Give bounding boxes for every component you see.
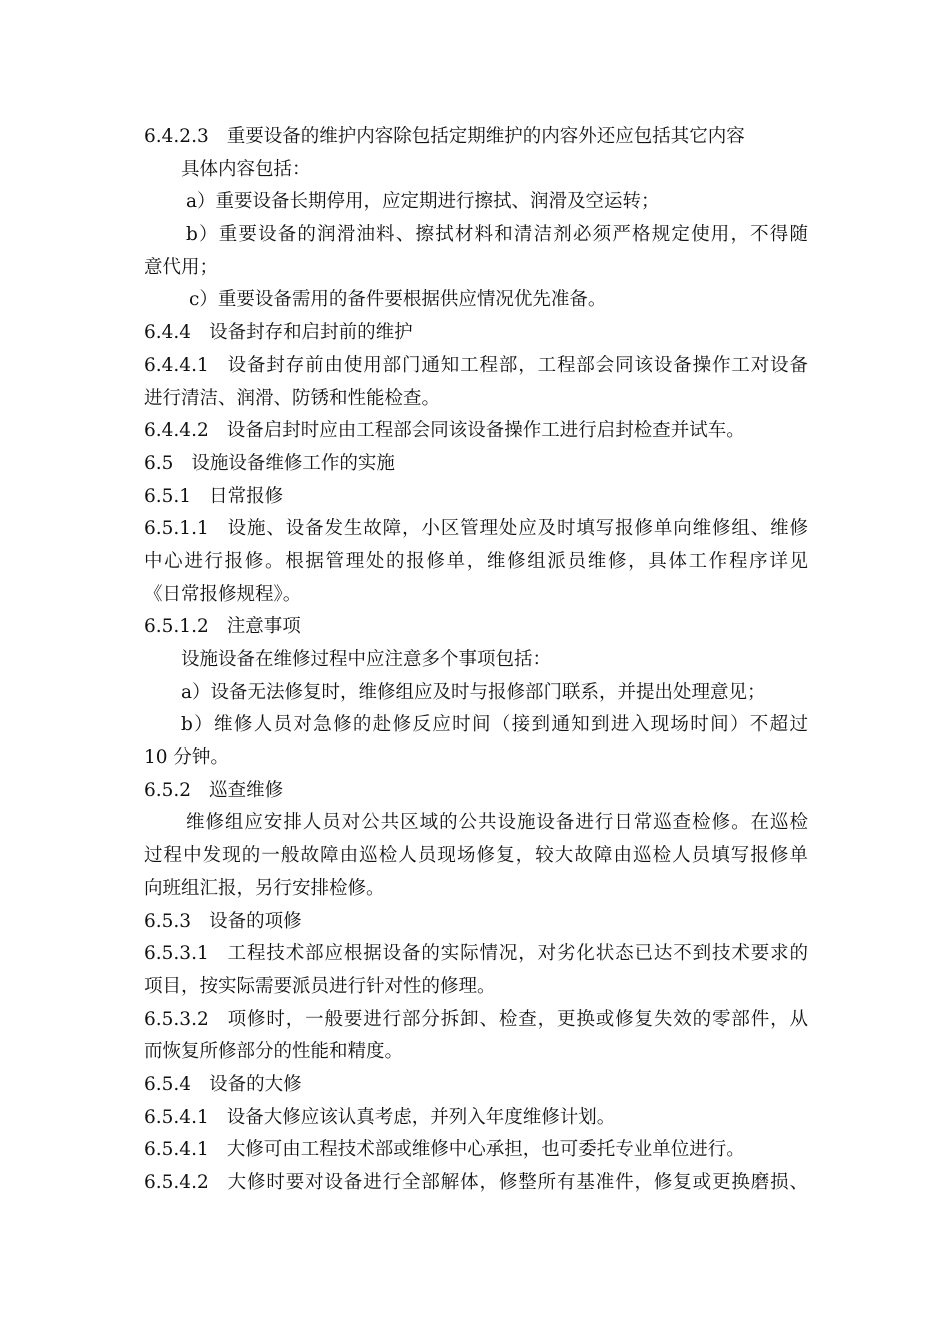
section-text: 设备大修应该认真考虑，并列入年度维修计划。	[226, 1106, 616, 1128]
section-text: 重要设备的维护内容除包括定期维护的内容外还应包括其它内容	[226, 126, 745, 147]
section-number: 6.5.4	[144, 1073, 192, 1095]
paragraph-continuation: 而恢复所修部分的性能和精度。	[144, 1041, 404, 1063]
document-body	[144, 121, 808, 1200]
section-text: 设备的项修	[209, 910, 302, 932]
section-number: 6.5.1.1	[144, 518, 209, 540]
list-item-b: b）维修人员对急修的赴修反应时间（接到通知到进入现场时间）不超过	[181, 714, 808, 736]
list-item-b: b）重要设备的润滑油料、擦拭材料和清洁剂必须严格规定使用，不得随	[186, 224, 808, 246]
heading-6-5-2	[144, 775, 808, 808]
section-text: 项修时，一般要进行部分拆卸、检查，更换或修复失效的零部件，从	[226, 1008, 808, 1030]
heading-6-5	[144, 448, 808, 481]
section-number: 6.5.4.1	[144, 1139, 209, 1161]
section-number: 6.4.4.1	[144, 354, 209, 376]
section-number: 6.5.4.1	[144, 1106, 209, 1128]
section-text: 设备的大修	[209, 1073, 302, 1095]
section-number: 6.5.3.2	[144, 1008, 209, 1030]
section-6-4-4-2	[144, 415, 808, 448]
list-item-b-continuation: 意代用；	[144, 256, 219, 278]
list-item-a: a）设备无法修复时，维修组应及时与报修部门联系，并提出处理意见；	[181, 681, 766, 703]
section-text: 大修可由工程技术部或维修中心承担，也可委托专业单位进行。	[226, 1139, 745, 1161]
paragraph-continuation: 项目，按实际需要派员进行针对性的修理。	[144, 975, 496, 997]
heading-6-4-4	[144, 317, 808, 350]
paragraph-continuation: 进行清洁、润滑、防锈和性能检查。	[144, 387, 441, 409]
paragraph-line: 具体内容包括：	[181, 158, 311, 180]
section-6-5-3-2	[144, 1004, 808, 1037]
section-text: 注意事项	[226, 616, 301, 638]
section-text: 设备封存前由使用部门通知工程部，工程部会同该设备操作工对设备	[226, 354, 808, 376]
section-text: 日常报修	[209, 485, 284, 507]
paragraph-continuation: 向班组汇报，另行安排检修。	[144, 877, 385, 899]
list-item-a: a）重要设备长期停用，应定期进行擦拭、润滑及空运转；	[186, 191, 660, 213]
section-number: 6.5.1.2	[144, 616, 209, 638]
paragraph-continuation: 《日常报修规程》。	[144, 583, 302, 605]
heading-6-5-4	[144, 1069, 808, 1102]
section-6-5-4-1	[144, 1102, 808, 1135]
section-6-5-3-1	[144, 938, 808, 971]
section-6-5-4-2	[144, 1167, 808, 1200]
section-6-5-1-1	[144, 513, 808, 546]
section-number: 6.5.3.1	[144, 943, 209, 965]
section-6-4-4-1	[144, 350, 808, 383]
section-text: 设备封存和启封前的维护	[209, 322, 413, 344]
section-number: 6.5.4.2	[144, 1172, 209, 1193]
section-6-4-2-3	[144, 121, 808, 154]
heading-6-5-3	[144, 906, 808, 939]
section-6-5-4-1-b	[144, 1134, 808, 1167]
section-text: 巡查维修	[209, 779, 284, 801]
section-number: 6.4.4	[144, 322, 192, 344]
paragraph-line: 维修组应安排人员对公共区域的公共设施设备进行日常巡查检修。在巡检	[186, 812, 808, 834]
section-number: 6.5	[144, 452, 174, 474]
list-item-c: c）重要设备需用的备件要根据供应情况优先准备。	[189, 289, 607, 311]
section-number: 6.5.1	[144, 485, 192, 507]
section-text: 设备启封时应由工程部会同该设备操作工进行启封检查并试车。	[226, 420, 745, 442]
section-text: 工程技术部应根据设备的实际情况，对劣化状态已达不到技术要求的	[226, 943, 808, 965]
section-number: 6.5.3	[144, 910, 192, 932]
section-text: 设施设备维修工作的实施	[191, 452, 395, 474]
section-6-5-1-2	[144, 611, 808, 644]
section-number: 6.5.2	[144, 779, 192, 801]
paragraph-continuation: 过程中发现的一般故障由巡检人员现场修复，较大故障由巡检人员填写报修单	[144, 845, 808, 867]
section-text: 设施、设备发生故障，小区管理处应及时填写报修单向维修组、维修	[226, 518, 808, 540]
section-number: 6.4.4.2	[144, 420, 209, 442]
heading-6-5-1	[144, 481, 808, 514]
list-item-b-continuation: 10 分钟。	[144, 747, 229, 769]
paragraph-line: 设施设备在维修过程中应注意多个事项包括：	[181, 649, 552, 670]
section-number: 6.4.2.3	[144, 126, 209, 147]
paragraph-continuation: 中心进行报修。根据管理处的报修单，维修组派员维修，具体工作程序详见	[144, 550, 808, 572]
section-text: 大修时要对设备进行全部解体，修整所有基准件，修复或更换磨损、	[226, 1172, 808, 1193]
